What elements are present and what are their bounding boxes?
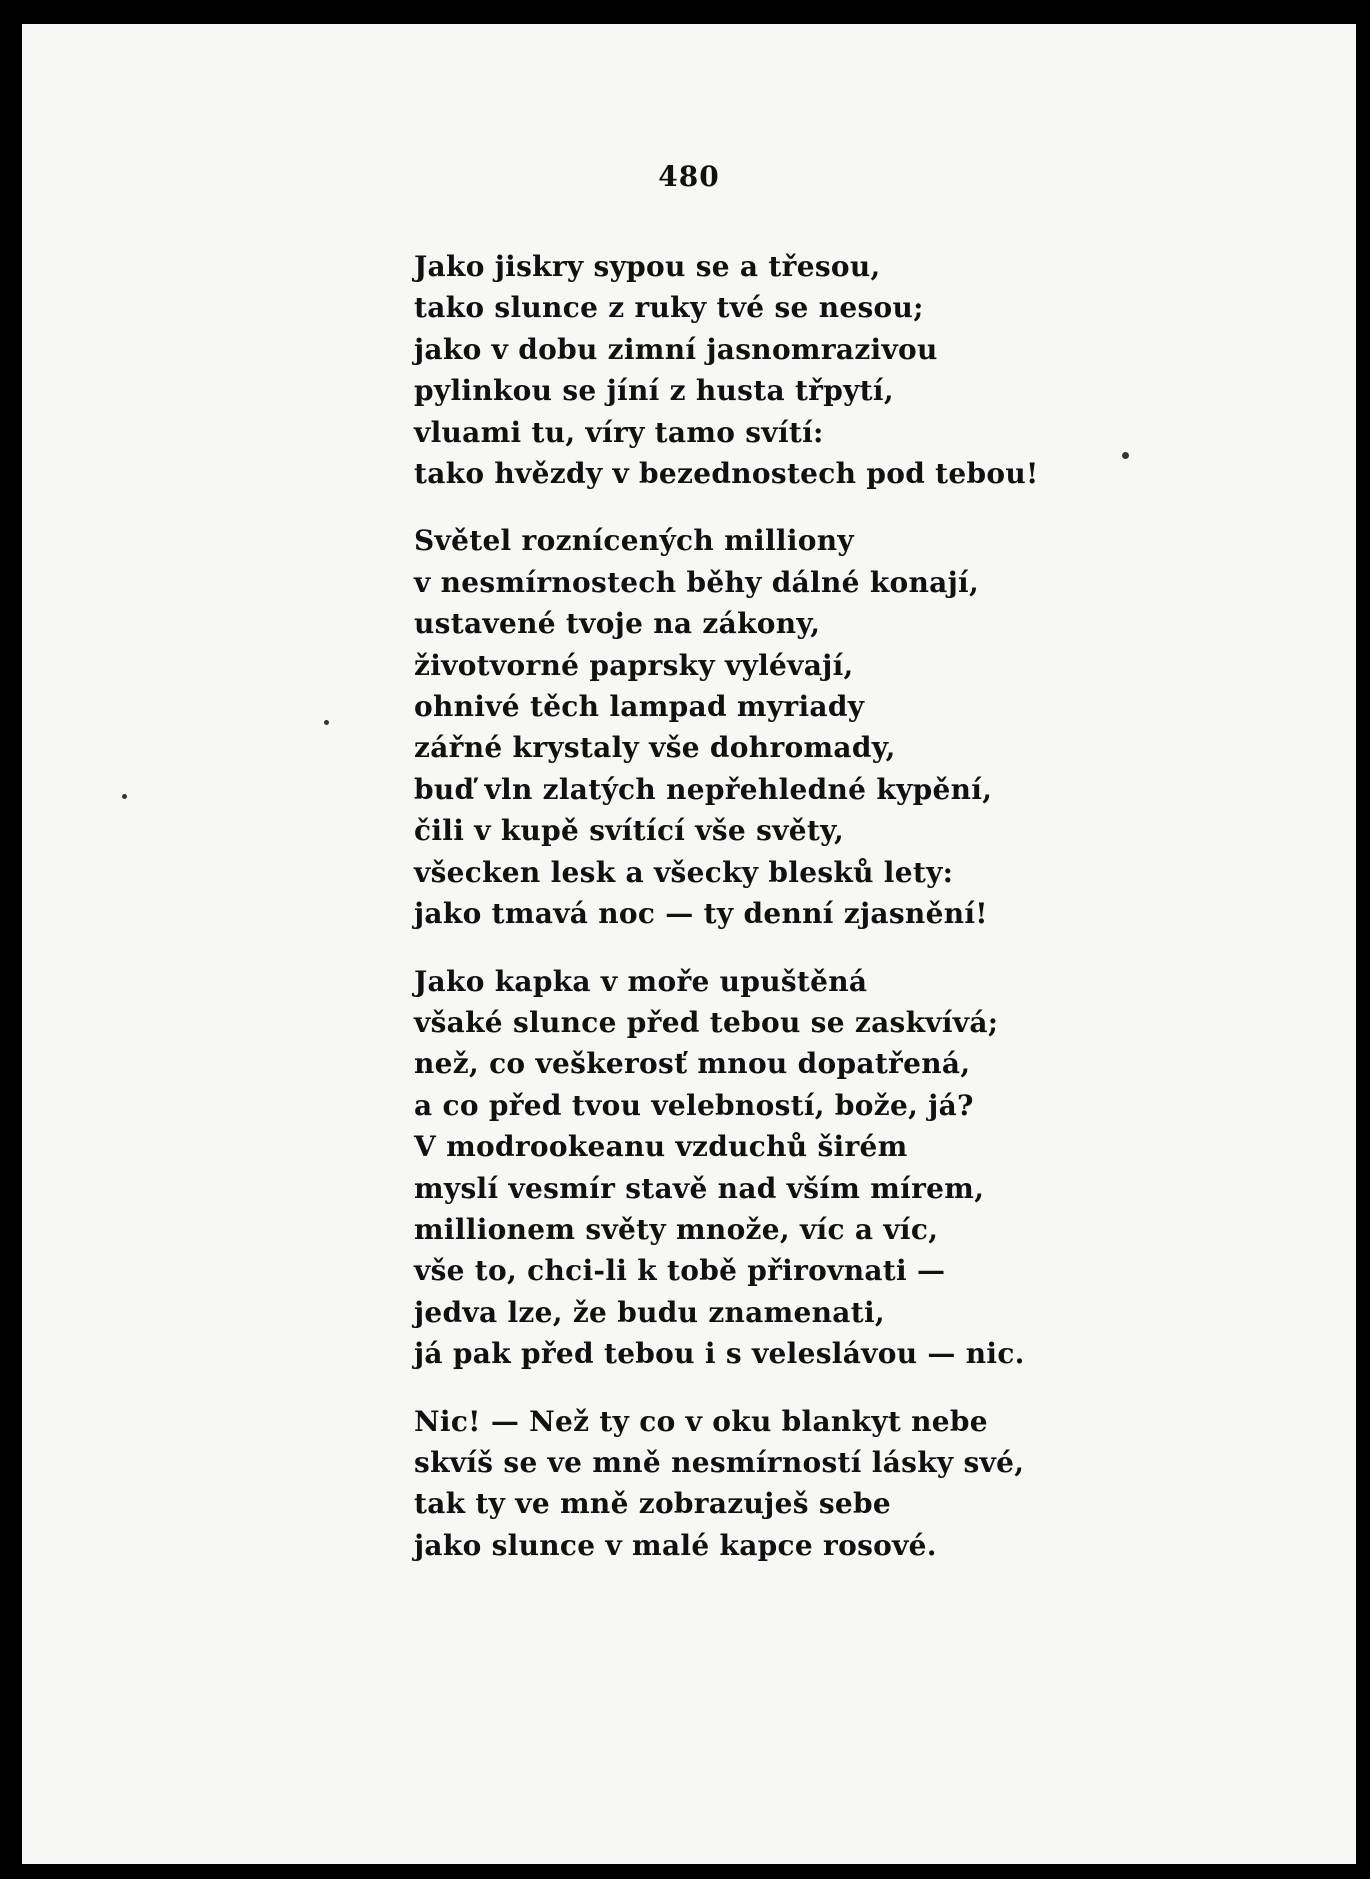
poem-line: jako tmavá noc — ty denní zjasnění! [414, 897, 988, 931]
poem-line: tak ty ve mně zobrazuješ sebe [414, 1487, 891, 1521]
stanza-4 [414, 1401, 1104, 1567]
poem-line: tako hvězdy v bezednostech pod tebou! [414, 457, 1039, 491]
book-page [22, 24, 1356, 1864]
poem [414, 246, 1104, 1592]
poem-line: zářné krystaly vše dohromady, [414, 731, 896, 765]
poem-line: všecken lesk a všecky blesků lety: [414, 855, 954, 889]
poem-line: pylinkou se jíní z husta třpytí, [414, 374, 894, 408]
poem-line: než, co veškerosť mnou dopatřená, [414, 1047, 971, 1081]
poem-line: skvíš se ve mně nesmírností lásky své, [414, 1445, 1025, 1479]
stanza-3 [414, 961, 1104, 1375]
poem-line: všaké slunce před tebou se zaskvívá; [414, 1005, 999, 1039]
poem-line: jedva lze, že budu znamenati, [414, 1295, 885, 1329]
ink-speck [122, 794, 127, 799]
stanza-2 [414, 520, 1104, 934]
poem-line: ohnivé těch lampad myriady [414, 690, 865, 724]
poem-line: buď vln zlatých nepřehledné kypění, [414, 772, 993, 806]
poem-line: Jako jiskry sypou se a třesou, [414, 250, 881, 283]
ink-speck [1122, 452, 1129, 459]
poem-line: tako slunce z ruky tvé se nesou; [414, 291, 924, 325]
poem-line: myslí vesmír stavě nad vším mírem, [414, 1171, 985, 1205]
ink-speck [324, 720, 329, 725]
poem-line: Jako kapka v moře upuštěná [414, 964, 868, 998]
poem-line: ustavené tvoje na zákony, [414, 607, 821, 641]
poem-line: vše to, chci-li k tobě přirovnati — [414, 1254, 946, 1288]
poem-line: Nic! — Než ty co v oku blankyt nebe [414, 1404, 988, 1438]
poem-line: v nesmírnostech běhy dálné konají, [414, 565, 980, 599]
poem-line: a co před tvou velebností, bože, já? [414, 1088, 974, 1122]
stanza-1 [414, 246, 1104, 494]
poem-line: já pak před tebou i s veleslávou — nic. [414, 1337, 1025, 1371]
poem-line: jako slunce v malé kapce rosové. [414, 1528, 937, 1562]
poem-line: jako v dobu zimní jasnomrazivou [414, 332, 938, 366]
poem-line: millionem světy množe, víc a víc, [414, 1212, 939, 1246]
poem-line: vluami tu, víry tamo svítí: [414, 415, 824, 449]
poem-line: Světel roznícených milliony [414, 524, 854, 558]
poem-line: čili v kupě svítící vše světy, [414, 814, 845, 848]
poem-line: V modrookeanu vzduchů širém [414, 1130, 908, 1164]
page-number: 480 [658, 160, 720, 193]
poem-line: životvorné paprsky vylévají, [414, 648, 854, 682]
